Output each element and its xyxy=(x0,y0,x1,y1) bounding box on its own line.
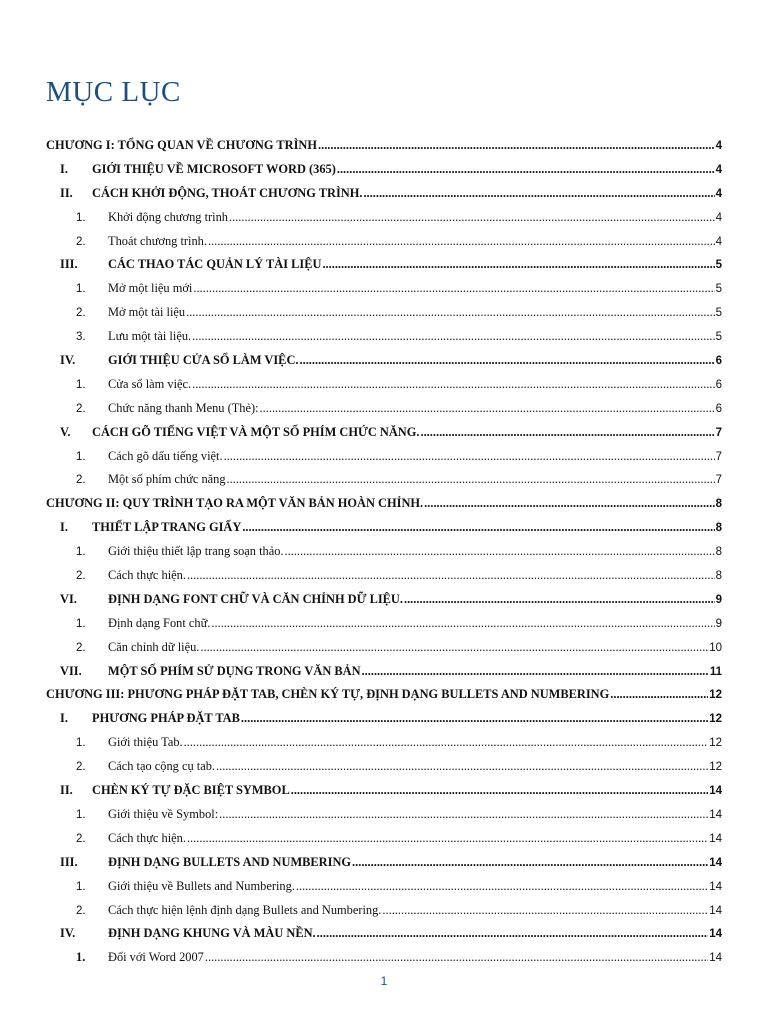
toc-dot-leader xyxy=(296,879,708,894)
toc-entry-item[interactable] xyxy=(46,879,722,903)
toc-dot-leader xyxy=(337,162,715,177)
toc-entry-number: 2. xyxy=(76,832,86,845)
toc-entry-item[interactable] xyxy=(46,759,722,783)
toc-entry-page: 12 xyxy=(709,689,722,702)
toc-entry-title[interactable]: CHƯƠNG II: QUY TRÌNH TẠO RA MỘT VĂN BẢN HOÀN CHỈNH. xyxy=(46,496,424,511)
toc-entry-title[interactable]: Cách tạo cộng cụ tab. xyxy=(108,759,216,774)
toc-entry-title[interactable]: Khởi động chương trình xyxy=(108,209,228,224)
toc-entry-number: III. xyxy=(60,257,78,272)
toc-entry-title[interactable]: Mở một tài liệu xyxy=(108,305,186,320)
toc-entry-page: 12 xyxy=(709,761,722,774)
toc-entry-section[interactable] xyxy=(46,926,722,950)
toc-entry-title[interactable]: Căn chỉnh dữ liệu. xyxy=(108,639,200,654)
toc-dot-leader xyxy=(362,664,709,679)
toc-entry-item[interactable] xyxy=(46,449,722,473)
toc-dot-leader xyxy=(317,926,709,941)
toc-dot-leader xyxy=(300,353,715,368)
toc-entry-item[interactable] xyxy=(46,234,722,258)
toc-entry-page: 6 xyxy=(715,402,722,415)
toc-dot-leader xyxy=(193,281,714,296)
toc-entry-number: 1. xyxy=(76,617,86,630)
toc-entry-number: I. xyxy=(60,520,68,535)
toc-entry-item[interactable] xyxy=(46,735,722,759)
toc-dot-leader xyxy=(186,305,714,320)
toc-dot-leader xyxy=(216,759,708,774)
toc-entry-title[interactable]: GIỚI THIỆU VỀ MICROSOFT WORD (365) xyxy=(92,161,336,176)
toc-entry-item[interactable] xyxy=(46,544,722,568)
toc-dot-leader xyxy=(291,783,708,798)
toc-entry-section[interactable] xyxy=(46,783,722,807)
toc-entry-page: 14 xyxy=(709,785,722,798)
toc-entry-section[interactable] xyxy=(46,353,722,377)
toc-entry-section[interactable] xyxy=(46,664,722,688)
toc-dot-leader xyxy=(382,903,708,918)
toc-entry-chapter[interactable] xyxy=(46,138,722,162)
toc-entry-page: 4 xyxy=(715,211,722,224)
toc-entry-page: 14 xyxy=(709,880,722,893)
toc-entry-item[interactable] xyxy=(46,568,722,592)
toc-entry-number: 2. xyxy=(76,570,86,583)
toc-entry-page: 12 xyxy=(709,713,722,726)
toc-entry-page: 6 xyxy=(715,378,722,391)
toc-entry-title[interactable]: Giới thiệu Tab. xyxy=(108,735,183,750)
toc-entry-number: V. xyxy=(60,424,71,439)
toc-entry-section[interactable] xyxy=(46,592,722,616)
toc-entry-number: 2. xyxy=(76,761,86,774)
toc-entry-title[interactable]: Đối với Word 2007 xyxy=(108,950,204,965)
toc-entry-title[interactable]: CÁCH KHỞI ĐỘNG, THOÁT CHƯƠNG TRÌNH. xyxy=(92,185,363,200)
toc-entry-section[interactable] xyxy=(46,186,722,210)
toc-dot-leader xyxy=(224,449,715,464)
toc-dot-leader xyxy=(229,210,715,225)
toc-entry-title[interactable]: Mở một liệu mới xyxy=(108,281,193,296)
toc-entry-page: 8 xyxy=(715,570,722,583)
toc-entry-item[interactable] xyxy=(46,281,722,305)
toc-dot-leader xyxy=(318,138,715,153)
toc-dot-leader xyxy=(241,711,708,726)
toc-entry-title[interactable]: CHƯƠNG III: PHƯƠNG PHÁP ĐẶT TAB, CHÈN KÝ TỰ, ĐỊNH DẠNG BULLETS AND NUMBERING xyxy=(46,687,610,702)
toc-entry-item[interactable] xyxy=(46,472,722,496)
toc-entry-title[interactable]: MỘT SỐ PHÍM SỬ DỤNG TRONG VĂN BẢN xyxy=(108,663,361,678)
toc-dot-leader xyxy=(610,687,708,702)
toc-entry-page: 6 xyxy=(715,355,722,368)
toc-dot-leader xyxy=(211,616,714,631)
toc-entry-item[interactable] xyxy=(46,640,722,664)
toc-entry-number: 1. xyxy=(76,808,86,821)
toc-entry-page: 5 xyxy=(715,307,722,320)
toc-dot-leader xyxy=(285,544,715,559)
toc-entry-number: 3. xyxy=(76,331,86,344)
toc-dot-leader xyxy=(363,186,714,201)
toc-entry-section[interactable] xyxy=(46,711,722,735)
toc-dot-leader xyxy=(192,377,714,392)
toc-entry-page: 4 xyxy=(715,235,722,248)
toc-entry-number: 1. xyxy=(76,378,86,391)
toc-entry-item[interactable] xyxy=(46,377,722,401)
toc-entry-title[interactable]: Giới thiệu về Symbol: xyxy=(108,806,219,821)
toc-entry-item[interactable] xyxy=(46,807,722,831)
toc-entry-title[interactable]: Cách thực hiện. xyxy=(108,830,186,845)
toc-entry-number: II. xyxy=(60,185,73,200)
toc-entry-number: 1. xyxy=(76,450,86,463)
toc-entry-item[interactable] xyxy=(46,329,722,353)
toc-dot-leader xyxy=(219,807,708,822)
toc-entry-page: 5 xyxy=(715,283,722,296)
toc-entry-page: 12 xyxy=(709,737,722,750)
toc-entry-page: 4 xyxy=(715,140,722,152)
toc-entry-number: VI. xyxy=(60,591,77,606)
toc-entry-number: 2. xyxy=(76,235,86,248)
toc-entry-number: I. xyxy=(60,711,68,726)
toc-entry-item[interactable] xyxy=(46,616,722,640)
toc-entry-page: 7 xyxy=(715,450,722,463)
toc-entry-section[interactable] xyxy=(46,425,722,449)
toc-entry-number: 2. xyxy=(76,307,86,320)
toc-entry-page: 8 xyxy=(715,546,722,559)
toc-entry-title[interactable]: ĐỊNH DẠNG BULLETS AND NUMBERING xyxy=(108,854,352,869)
toc-entry-item[interactable] xyxy=(46,401,722,425)
toc-entry-number: 1. xyxy=(76,737,86,750)
toc-entry-item[interactable] xyxy=(46,831,722,855)
toc-entry-number: 1. xyxy=(76,283,86,296)
toc-entry-page: 9 xyxy=(715,593,722,606)
toc-entry-section[interactable] xyxy=(46,257,722,281)
toc-entry-item[interactable] xyxy=(46,210,722,234)
toc-entry-page: 5 xyxy=(715,331,722,344)
toc-dot-leader xyxy=(242,520,714,535)
toc-entry-title[interactable]: Chức năng thanh Menu (Thẻ): xyxy=(108,400,259,415)
toc-dot-leader xyxy=(205,950,708,965)
toc-entry-page: 14 xyxy=(709,832,722,845)
toc-entry-number: 1. xyxy=(76,950,86,965)
toc-entry-title[interactable]: Cách gõ dấu tiếng việt. xyxy=(108,448,223,463)
toc-dot-leader xyxy=(424,496,714,511)
toc-entry-item[interactable] xyxy=(46,950,722,974)
toc-entry-page: 4 xyxy=(715,163,722,176)
toc-entry-item[interactable] xyxy=(46,903,722,927)
toc-entry-number: III. xyxy=(60,854,78,869)
toc-entry-title[interactable]: Cửa sổ làm việc. xyxy=(108,376,192,391)
toc-entry-title[interactable]: THIẾT LẬP TRANG GIẤY xyxy=(92,520,242,535)
table-of-contents xyxy=(46,138,722,974)
toc-dot-leader xyxy=(187,831,708,846)
toc-entry-item[interactable] xyxy=(46,305,722,329)
toc-entry-title[interactable]: Thoát chương trình. xyxy=(108,233,207,248)
toc-entry-page: 9 xyxy=(715,617,722,630)
toc-entry-number: I. xyxy=(60,161,68,176)
toc-dot-leader xyxy=(227,472,715,487)
toc-dot-leader xyxy=(404,592,715,607)
toc-entry-page: 7 xyxy=(715,426,722,439)
toc-entry-number: 2. xyxy=(76,402,86,415)
toc-entry-number: 2. xyxy=(76,904,86,917)
toc-entry-page: 8 xyxy=(715,522,722,535)
toc-entry-number: 2. xyxy=(76,641,86,654)
toc-entry-title[interactable]: CÁC THAO TÁC QUẢN LÝ TÀI LIỆU xyxy=(108,257,322,272)
toc-entry-page: 14 xyxy=(709,952,722,965)
toc-dot-leader xyxy=(420,425,714,440)
toc-dot-leader xyxy=(322,257,714,272)
toc-dot-leader xyxy=(192,329,714,344)
toc-entry-title[interactable]: ĐỊNH DẠNG KHUNG VÀ MÀU NỀN. xyxy=(108,926,316,941)
toc-entry-page: 7 xyxy=(715,474,722,487)
toc-entry-page: 5 xyxy=(715,259,722,272)
toc-entry-title[interactable]: Cách thực hiện. xyxy=(108,568,186,583)
toc-entry-title[interactable]: ĐỊNH DẠNG FONT CHỮ VÀ CĂN CHỈNH DỮ LIỆU. xyxy=(108,591,403,606)
toc-dot-leader xyxy=(260,401,715,416)
toc-entry-page: 14 xyxy=(709,928,722,941)
toc-entry-section[interactable] xyxy=(46,855,722,879)
toc-entry-number: 1. xyxy=(76,546,86,559)
toc-entry-page: 14 xyxy=(709,808,722,821)
toc-entry-title[interactable]: Một số phím chức năng xyxy=(108,472,226,487)
toc-entry-title[interactable]: GIỚI THIỆU CỬA SỔ LÀM VIỆC. xyxy=(108,353,299,368)
toc-entry-title[interactable]: Giới thiệu thiết lập trang soạn thảo. xyxy=(108,544,284,559)
toc-entry-chapter[interactable] xyxy=(46,687,722,711)
toc-entry-title[interactable]: CHÈN KÝ TỰ ĐẶC BIỆT SYMBOL xyxy=(92,783,290,798)
page-title: MỤC LỤC xyxy=(46,76,181,108)
toc-entry-number: VII. xyxy=(60,663,82,678)
toc-entry-page: 14 xyxy=(709,904,722,917)
toc-entry-number: 1. xyxy=(76,211,86,224)
toc-entry-title[interactable]: Lưu một tài liệu. xyxy=(108,329,192,344)
toc-entry-page: 10 xyxy=(709,641,722,654)
toc-entry-chapter[interactable] xyxy=(46,496,722,520)
toc-entry-page: 14 xyxy=(709,856,722,869)
toc-entry-number: IV. xyxy=(60,353,76,368)
toc-entry-title[interactable]: CHƯƠNG I: TỔNG QUAN VỀ CHƯƠNG TRÌNH xyxy=(46,138,318,152)
toc-entry-title[interactable]: Định dạng Font chữ. xyxy=(108,615,211,630)
toc-entry-number: 2. xyxy=(76,474,86,487)
toc-entry-number: II. xyxy=(60,783,73,798)
toc-dot-leader xyxy=(184,735,709,750)
page-number: 1 xyxy=(380,974,388,988)
toc-entry-section[interactable] xyxy=(46,520,722,544)
toc-entry-number: IV. xyxy=(60,926,76,941)
toc-entry-page: 4 xyxy=(715,187,722,200)
toc-entry-page: 8 xyxy=(715,498,722,511)
toc-entry-title[interactable]: PHƯƠNG PHÁP ĐẶT TAB xyxy=(92,711,240,726)
toc-dot-leader xyxy=(200,640,708,655)
toc-entry-section[interactable] xyxy=(46,162,722,186)
toc-entry-title[interactable]: Cách thực hiện lệnh định dạng Bullets and Numbering. xyxy=(108,902,382,917)
toc-entry-number: 1. xyxy=(76,880,86,893)
toc-dot-leader xyxy=(187,568,715,583)
toc-entry-title[interactable]: CÁCH GÕ TIẾNG VIỆT VÀ MỘT SỐ PHÍM CHỨC NĂNG. xyxy=(92,424,420,439)
toc-entry-title[interactable]: Giới thiệu về Bullets and Numbering. xyxy=(108,878,295,893)
toc-dot-leader xyxy=(352,855,708,870)
toc-dot-leader xyxy=(208,234,715,249)
toc-entry-page: 11 xyxy=(709,665,722,678)
